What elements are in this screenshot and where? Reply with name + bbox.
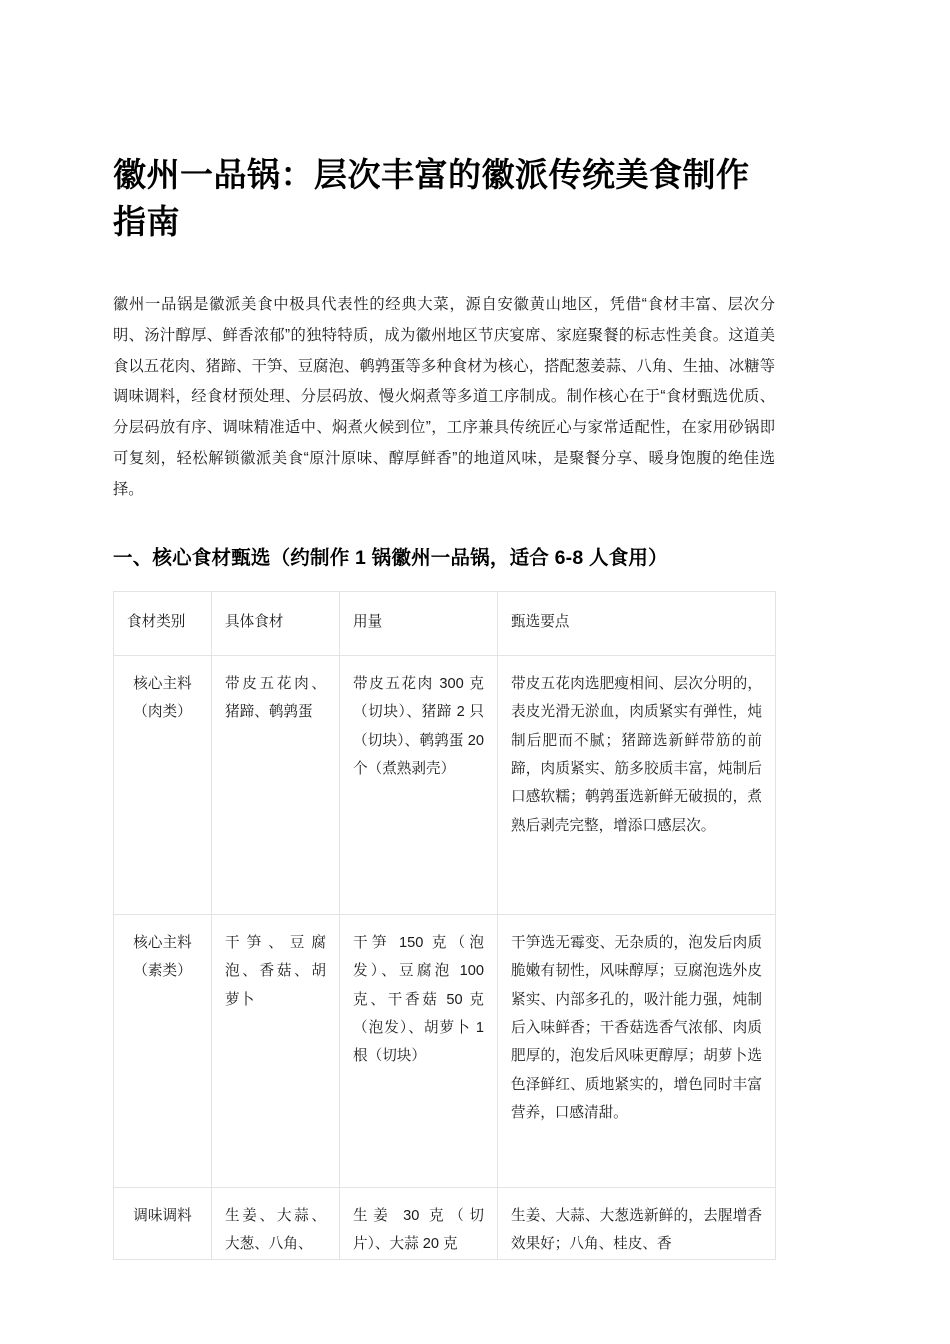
cell-amount: 带皮五花肉 300 克（切块）、猪蹄 2 只（切块）、鹌鹑蛋 20 个（煮熟剥壳） (340, 655, 498, 914)
intro-paragraph: 徽州一品锅是徽派美食中极具代表性的经典大菜，源自安徽黄山地区，凭借“食材丰富、层次分明、汤汁醇厚、鲜香浓郁”的独特特质，成为徽州地区节庆宴席、家庭聚餐的标志性美食。这道美食以五花肉、猪蹄、干笋、豆腐泡、鹌鹑蛋等多种食材为核心，搭配葱姜蒜、八角、生抽、冰糖等调味调料，经食材预处理、分层码放、慢火焖煮等多道工序制成。制作核心在于“食材甄选优质、分层码放有序、调味精准适中、焖煮火候到位”，工序兼具传统匠心与家常适配性，在家用砂锅即可复刻，轻松解锁徽派美食“原汁原味、醇厚鲜香”的地道风味，是聚餐分享、暖身饱腹的绝佳选择。 (113, 295, 775, 499)
table-header-row (114, 592, 776, 655)
cell-tips: 带皮五花肉选肥瘦相间、层次分明的，表皮光滑无淤血，肉质紧实有弹性，炖制后肥而不腻；猪蹄选新鲜带筋的前蹄，肉质紧实、筋多胶质丰富，炖制后口感软糯；鹌鹑蛋选新鲜无破损的，煮熟后剥壳完整，增添口感层次。 (498, 655, 776, 914)
table-row (114, 1187, 776, 1259)
table-row (114, 655, 776, 914)
cell-category: 调味调料 (114, 1187, 212, 1259)
cell-category: 核心主料（肉类） (114, 655, 212, 914)
ingredients-table (113, 591, 776, 1259)
table-header (114, 592, 776, 655)
table-body (114, 655, 776, 1259)
section-heading-ingredients: 一、核心食材甄选（约制作 1 锅徽州一品锅，适合 6-8 人食用） (113, 546, 668, 569)
column-header-tips: 甄选要点 (498, 592, 776, 655)
column-header-items: 具体食材 (212, 592, 340, 655)
page-title: 徽州一品锅：层次丰富的徽派传统美食制作指南 (113, 156, 750, 240)
cell-items: 生姜、大蒜、大葱、八角、 (212, 1187, 340, 1259)
column-header-amount: 用量 (340, 592, 498, 655)
ingredients-table-wrapper (113, 573, 775, 1259)
cell-tips: 干笋选无霉变、无杂质的，泡发后肉质脆嫩有韧性，风味醇厚；豆腐泡选外皮紧实、内部多孔的，吸汁能力强，炖制后入味鲜香；干香菇选香气浓郁、肉质肥厚的，泡发后风味更醇厚；胡萝卜选色泽鲜红、质地紧实的，增色同时丰富营养，口感清甜。 (498, 914, 776, 1187)
cell-items: 干笋、豆腐泡、香菇、胡萝卜 (212, 914, 340, 1187)
cell-category: 核心主料（素类） (114, 914, 212, 1187)
document-content (113, 0, 775, 1260)
column-header-category: 食材类别 (114, 592, 212, 655)
cell-items: 带皮五花肉、猪蹄、鹌鹑蛋 (212, 655, 340, 914)
cell-amount: 干笋 150 克（泡发）、豆腐泡 100 克、干香菇 50 克（泡发）、胡萝卜 1 根（切块） (340, 914, 498, 1187)
cell-amount: 生姜 30 克（切片）、大蒜 20 克 (340, 1187, 498, 1259)
cell-tips: 生姜、大蒜、大葱选新鲜的，去腥增香效果好；八角、桂皮、香 (498, 1187, 776, 1259)
table-row (114, 914, 776, 1187)
